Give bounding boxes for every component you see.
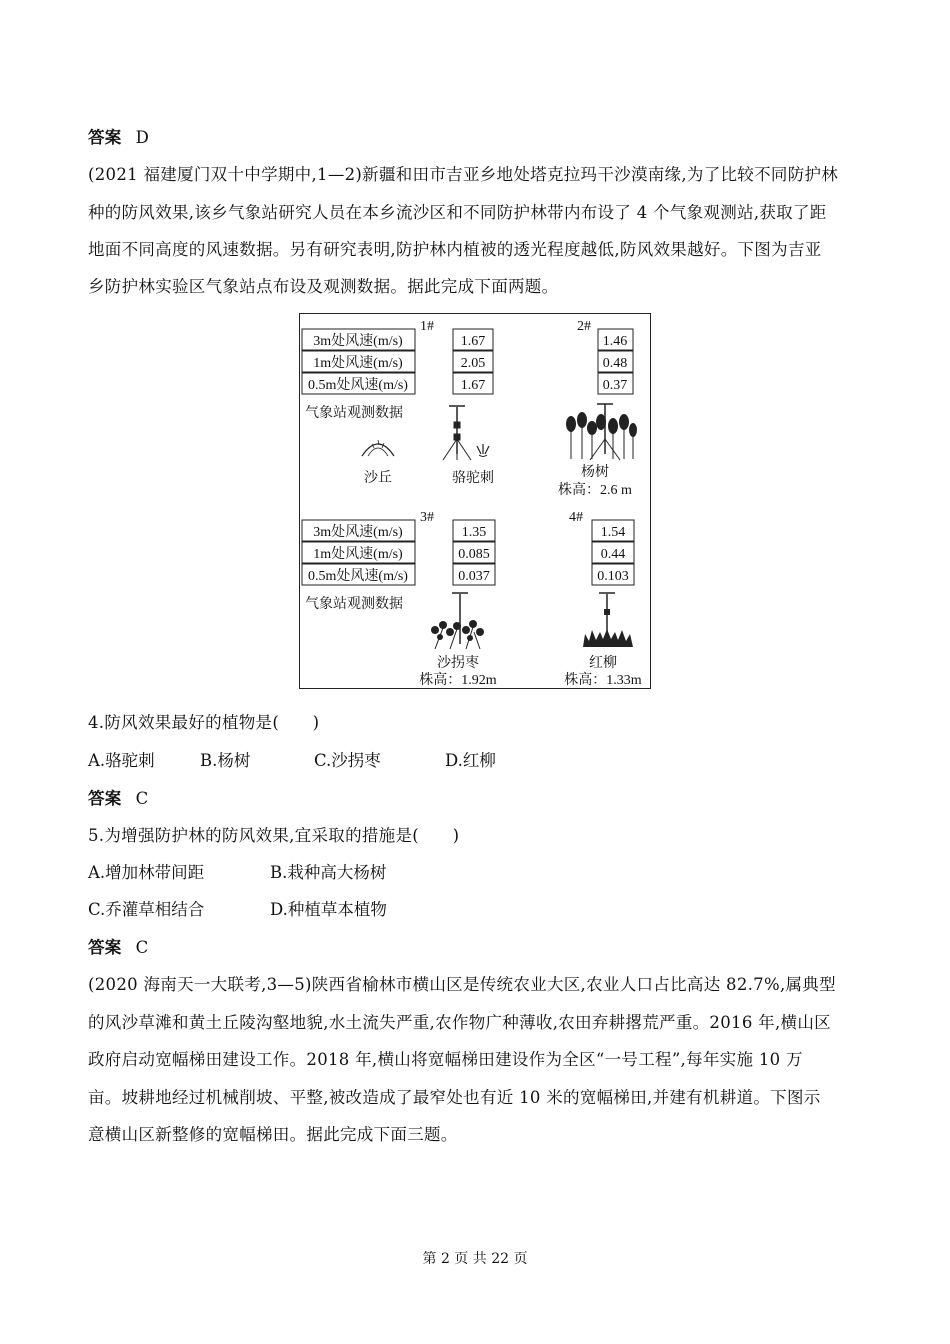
plant-label-calligonum: 沙拐枣 (437, 656, 479, 671)
answer-line-q4 (88, 785, 149, 809)
station-4-value-05m: 0.103 (597, 569, 629, 584)
row-label-1m: 1m处风速(m/s) (313, 356, 403, 371)
station-3-id: 3# (420, 510, 434, 525)
answer-line-1 (88, 124, 149, 148)
q4-option-a: A.骆驼刺 (88, 751, 155, 770)
answer-line-q5 (88, 934, 149, 958)
station-4-value-3m: 1.54 (600, 525, 626, 540)
q5-option-c: C.乔灌草相结合 (88, 900, 205, 919)
table-block-bottom (302, 510, 634, 612)
row-label-05m: 0.5m处风速(m/s) (308, 569, 408, 584)
plant-label-camelthorn: 骆驼刺 (452, 471, 494, 486)
intro-2-line: 的风沙草滩和黄土丘陵沟壑地貌,水土流失严重,农作物广种薄收,农田弃耕撂荒严重。2016 年,横山区 (88, 1013, 831, 1032)
intro-2-line: 政府启动宽幅梯田建设工作。2018 年,横山将宽幅梯田建设作为全区“一号工程”,每年实施 10 万 (88, 1050, 803, 1069)
station-3-value-3m: 1.35 (461, 525, 487, 540)
answer-label: 答案 (88, 128, 122, 147)
answer-value: C (135, 938, 149, 957)
station-1-value-1m: 2.05 (460, 356, 486, 371)
answer-value: C (135, 789, 149, 808)
intro-1-line: 种的防风效果,该乡气象站研究人员在本乡流沙区和不同防护林带内布设了 4 个气象观测站,获取了距 (88, 203, 827, 222)
q5-option-b: B.栽种高大杨树 (270, 863, 387, 882)
station-2-value-05m: 0.37 (602, 378, 628, 393)
table-block-top (302, 319, 633, 421)
q5-option-a: A.增加林带间距 (88, 863, 205, 882)
intro-2-line: (2020 海南天一大联考,3—5)陕西省榆林市横山区是传统农业大区,农业人口占比高达 82.7%,属典型 (88, 975, 836, 994)
data-caption-bottom: 气象站观测数据 (305, 597, 403, 612)
plant-height-calligonum: 株高：1.92m (419, 673, 497, 687)
intro-1-line: 地面不同高度的风速数据。另有研究表明,防护林内植被的透光程度越低,防风效果越好。下图为吉亚 (88, 240, 822, 259)
station-2-value-1m: 0.48 (602, 356, 628, 371)
poplar-tree-icon (566, 404, 637, 460)
q4-option-b: B.杨树 (200, 751, 251, 770)
station-1-id: 1# (420, 319, 434, 334)
question-5-stem: 5.为增强防护林的防风效果,宜采取的措施是( ) (88, 826, 460, 845)
station-4-value-1m: 0.44 (600, 547, 626, 562)
answer-label: 答案 (88, 789, 122, 808)
sand-dune-icon (362, 440, 394, 456)
row-label-1m: 1m处风速(m/s) (313, 547, 403, 562)
station-4-id: 4# (569, 510, 583, 525)
row-label-3m: 3m处风速(m/s) (313, 334, 403, 349)
q4-option-d: D.红柳 (445, 751, 496, 770)
plant-height-poplar: 株高：2.6 m (558, 483, 632, 498)
intro-1-line: 乡防护林实验区气象站点布设及观测数据。据此完成下面两题。 (88, 277, 559, 296)
station-3-value-05m: 0.037 (458, 569, 490, 584)
station-2-value-3m: 1.46 (602, 334, 628, 349)
q4-option-c: C.沙拐枣 (314, 751, 381, 770)
tamarisk-icon (583, 593, 633, 647)
plant-label-poplar: 杨树 (581, 465, 609, 480)
row-label-05m: 0.5m处风速(m/s) (308, 378, 408, 393)
station-1-value-3m: 1.67 (460, 334, 486, 349)
station-2-id: 2# (577, 319, 591, 334)
data-caption-top: 气象站观测数据 (305, 406, 403, 421)
camelthorn-icon (477, 444, 489, 457)
calligonum-shrub-icon (431, 593, 484, 649)
row-label-3m: 3m处风速(m/s) (313, 525, 403, 540)
weather-mast-icon (443, 406, 471, 460)
intro-2-line: 意横山区新整修的宽幅梯田。据此完成下面三题。 (88, 1125, 458, 1144)
answer-value: D (135, 128, 150, 147)
intro-1-line: (2021 福建厦门双十中学期中,1—2)新疆和田市吉亚乡地处塔克拉玛干沙漠南缘,为了比较不同防护林 (88, 165, 839, 184)
q5-option-d: D.种植草本植物 (270, 900, 387, 919)
plant-height-tamarisk: 株高：1.33m (564, 673, 642, 687)
figure-svg (300, 314, 649, 687)
plant-label-dune: 沙丘 (364, 471, 392, 486)
weather-station-figure (299, 313, 651, 689)
plant-label-tamarisk: 红柳 (589, 656, 617, 671)
page-footer: 第 2 页 共 22 页 (422, 1251, 528, 1267)
question-4-stem: 4.防风效果最好的植物是( ) (88, 713, 320, 732)
answer-label: 答案 (88, 938, 122, 957)
intro-2-line: 亩。坡耕地经过机械削坡、平整,被改造成了最窄处也有近 10 米的宽幅梯田,并建有机耕道。下图示 (88, 1088, 821, 1107)
station-3-value-1m: 0.085 (458, 547, 490, 562)
station-1-value-05m: 1.67 (460, 378, 486, 393)
